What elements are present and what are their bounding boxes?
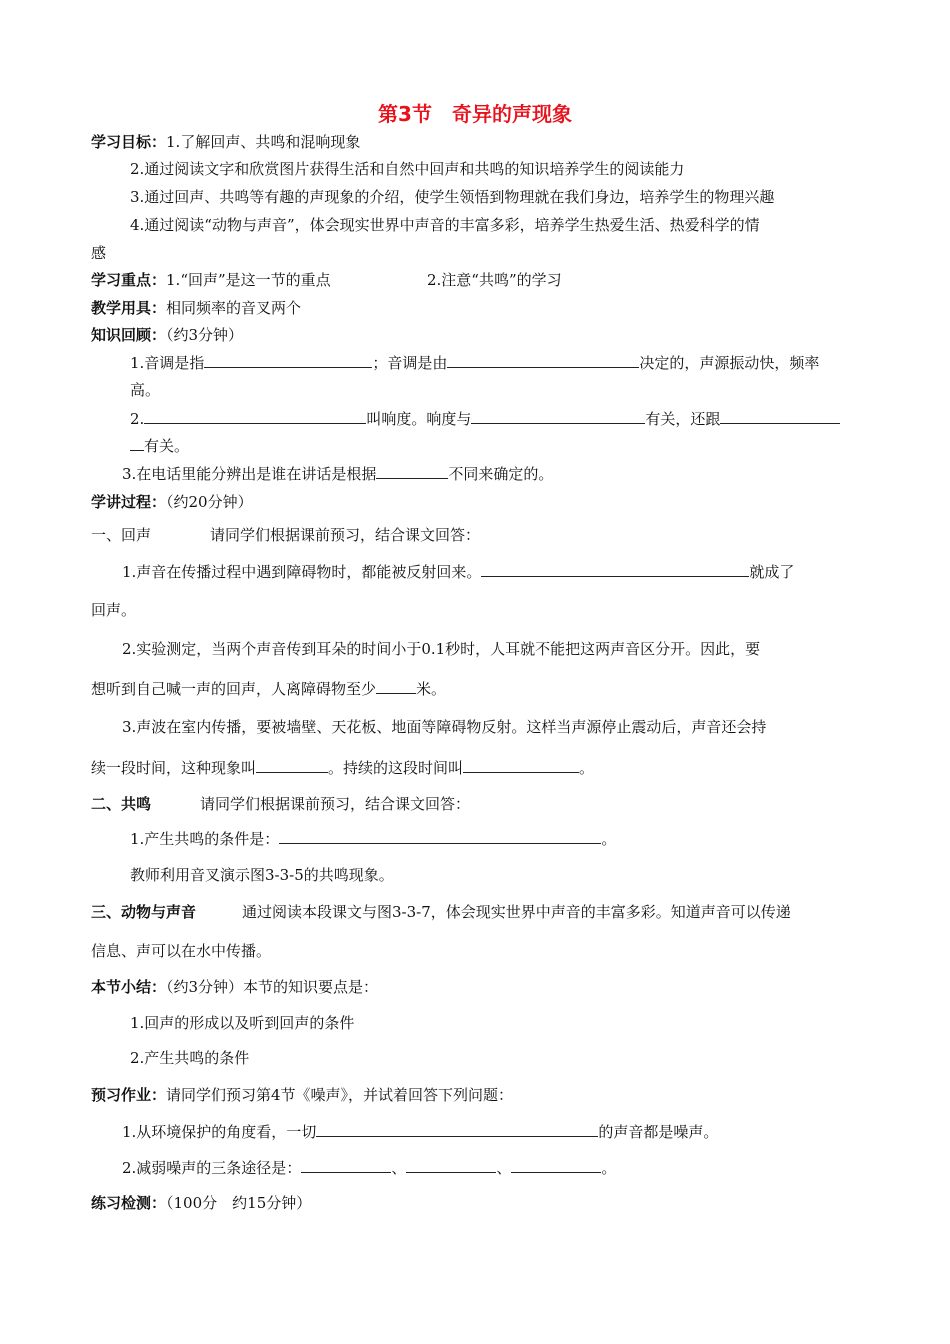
echo-p2-text-b: 想听到自己喊一声的回声，人离障碍物至少 xyxy=(91,680,377,698)
echo-p2: 2.实验测定，当两个声音传到耳朵的时间小于0.1秒时，人耳就不能把这两声音区分开。因此，要 xyxy=(122,640,761,658)
animals-text-cont: 信息、声可以在水中传播。 xyxy=(91,942,272,960)
review-q1-text-a: 1.音调是指 xyxy=(130,354,205,372)
goal-item-3: 3.通过回声、共鸣等有趣的声现象的介绍，使学生领悟到物理就在我们身边，培养学生的物理兴趣 xyxy=(130,188,775,206)
homework-text: 请同学们预习第4节《噪声》，并试着回答下列问题： xyxy=(166,1086,514,1104)
echo-intro: 请同学们根据课前预习，结合课文回答： xyxy=(210,526,481,544)
echo-p2-cont xyxy=(91,678,446,700)
resonance-p1 xyxy=(130,828,616,850)
resonance-heading: 二、共鸣 xyxy=(91,795,152,813)
answer-blank[interactable] xyxy=(316,1121,598,1137)
process-label: 学讲过程： xyxy=(91,493,167,511)
key-point-2: 2.注意“共鸣”的学习 xyxy=(427,271,562,289)
answer-blank[interactable] xyxy=(144,408,366,424)
review-q1-text-c: 决定的，声源振动快，频率 xyxy=(639,354,820,372)
review-q2-text-a: 2. xyxy=(130,410,145,428)
answer-blank[interactable] xyxy=(376,463,448,479)
summary-label: 本节小结： xyxy=(91,978,167,996)
resonance-intro: 请同学们根据课前预习，结合课文回答： xyxy=(200,795,471,813)
homework-label: 预习作业： xyxy=(91,1086,167,1104)
echo-heading: 一、回声 xyxy=(91,526,152,544)
echo-p3-text-d: 。 xyxy=(579,759,595,777)
answer-blank[interactable] xyxy=(447,352,639,368)
answer-blank[interactable] xyxy=(279,828,601,844)
review-q2-text-d: 有关。 xyxy=(144,437,190,455)
answer-blank[interactable] xyxy=(301,1157,391,1173)
practice-text: （100分 约15分钟） xyxy=(166,1194,312,1212)
resonance-p2: 教师利用音叉演示图3-3-5的共鸣现象。 xyxy=(130,866,394,884)
animals-heading: 三、动物与声音 xyxy=(91,903,197,921)
summary-text: （约3分钟）本节的知识要点是： xyxy=(166,978,379,996)
teaching-tools-text: 相同频率的音叉两个 xyxy=(166,299,302,317)
teaching-tools-line xyxy=(91,297,301,319)
homework-q2-end: 。 xyxy=(601,1159,617,1177)
goal-item-4-cont: 感 xyxy=(91,244,107,262)
review-q2-cont xyxy=(130,435,189,457)
review-line xyxy=(91,324,243,346)
review-time: （约3分钟） xyxy=(166,326,244,344)
resonance-p1-text-a: 1.产生共鸣的条件是： xyxy=(130,830,280,848)
echo-p1-text-a: 1.声音在传播过程中遇到障碍物时，都能被反射回来。 xyxy=(122,563,482,581)
resonance-p1-text-b: 。 xyxy=(601,830,617,848)
key-points-line xyxy=(91,269,331,291)
teaching-tools-label: 教学用具： xyxy=(91,299,167,317)
review-q2-text-b: 叫响度。响度与 xyxy=(366,410,472,428)
practice-label: 练习检测： xyxy=(91,1194,167,1212)
review-q1-text-b: ；音调是由 xyxy=(372,354,448,372)
learning-goals-label: 学习目标： xyxy=(91,133,167,151)
review-q2 xyxy=(130,408,840,430)
echo-p3-text-b: 续一段时间，这种现象叫 xyxy=(91,759,257,777)
echo-p3: 3.声波在室内传播，要被墙壁、天花板、地面等障碍物反射。这样当声源停止震动后，声音还会持 xyxy=(122,718,767,736)
process-time: （约20分钟） xyxy=(166,493,253,511)
answer-blank[interactable] xyxy=(481,561,749,577)
echo-p2-text-c: 米。 xyxy=(416,680,447,698)
echo-p3-text-c: 。持续的这段时间叫 xyxy=(328,759,464,777)
answer-blank[interactable] xyxy=(204,352,372,368)
separator: 、 xyxy=(496,1159,512,1177)
animals-text: 通过阅读本段课文与图3-3-7，体会现实世界中声音的丰富多彩。知道声音可以传递 xyxy=(242,903,791,921)
answer-blank[interactable] xyxy=(720,408,840,424)
learning-goals-line xyxy=(91,131,360,153)
answer-blank[interactable] xyxy=(471,408,645,424)
homework-q1-text-a: 1.从环境保护的角度看，一切 xyxy=(122,1123,317,1141)
answer-blank[interactable] xyxy=(406,1157,496,1173)
echo-p1 xyxy=(122,561,794,583)
process-line xyxy=(91,491,253,513)
separator: 、 xyxy=(391,1159,407,1177)
review-q3 xyxy=(122,463,553,485)
homework-line xyxy=(91,1084,513,1106)
echo-p1-text-b: 就成了 xyxy=(749,563,795,581)
echo-p1-cont: 回声。 xyxy=(91,601,137,619)
goal-item-4: 4.通过阅读“动物与声音”，体会现实世界中声音的丰富多彩，培养学生热爱生活、热爱科学的情 xyxy=(130,216,760,234)
key-points-label: 学习重点： xyxy=(91,271,167,289)
review-q1 xyxy=(130,352,819,374)
review-label: 知识回顾： xyxy=(91,326,167,344)
review-q3-text-b: 不同来确定的。 xyxy=(448,465,554,483)
summary-line xyxy=(91,976,378,998)
answer-blank[interactable] xyxy=(376,678,416,694)
goal-item-1: 1.了解回声、共鸣和混响现象 xyxy=(166,133,361,151)
answer-blank[interactable] xyxy=(511,1157,601,1173)
page-title: 第3节 奇异的声现象 xyxy=(378,102,572,126)
goal-item-2: 2.通过阅读文字和欣赏图片获得生活和自然中回声和共鸣的知识培养学生的阅读能力 xyxy=(130,160,685,178)
answer-blank[interactable] xyxy=(130,435,144,451)
answer-blank[interactable] xyxy=(463,757,579,773)
review-q2-text-c: 有关，还跟 xyxy=(645,410,721,428)
practice-line xyxy=(91,1192,311,1214)
homework-q1 xyxy=(122,1121,718,1143)
homework-q2 xyxy=(122,1157,616,1179)
homework-q2-text-a: 2.减弱噪声的三条途径是： xyxy=(122,1159,302,1177)
summary-item-1: 1.回声的形成以及听到回声的条件 xyxy=(130,1014,355,1032)
summary-item-2: 2.产生共鸣的条件 xyxy=(130,1049,250,1067)
answer-blank[interactable] xyxy=(256,757,328,773)
echo-p3-cont xyxy=(91,757,594,779)
review-q1-cont: 高。 xyxy=(130,381,161,399)
key-point-1: 1.“回声”是这一节的重点 xyxy=(166,271,331,289)
homework-q1-text-b: 的声音都是噪声。 xyxy=(598,1123,719,1141)
review-q3-text-a: 3.在电话里能分辨出是谁在讲话是根据 xyxy=(122,465,377,483)
